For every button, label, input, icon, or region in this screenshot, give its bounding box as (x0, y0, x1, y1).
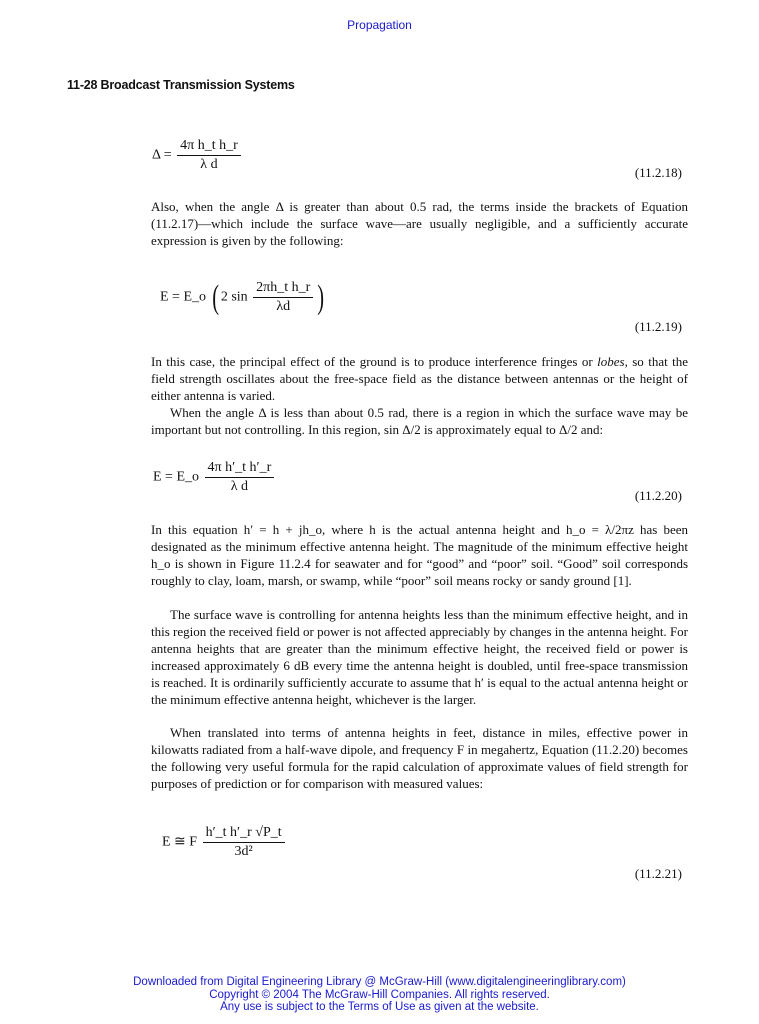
eq18-numerator: 4π h_t h_r (177, 138, 241, 156)
eq20-denominator: λ d (230, 479, 249, 494)
footer-copyright[interactable]: Copyright © 2004 The McGraw-Hill Companies. All rights reserved. (209, 988, 550, 1001)
p2-text-a: In this case, the principal effect of the ground is to produce interference fringes or (151, 354, 598, 369)
eq20-number: (11.2.20) (634, 488, 682, 503)
section-header: 11-28 Broadcast Transmission Systems (67, 78, 295, 92)
eq19-number: (11.2.19) (634, 319, 682, 334)
p2-emphasis-lobes: lobes (597, 354, 625, 369)
eq19-fraction (253, 280, 313, 315)
eq21-fraction (203, 825, 285, 860)
eq18-fraction (177, 138, 241, 173)
eq21-number: (11.2.21) (634, 866, 682, 881)
equation-11-2-18 (152, 138, 243, 173)
eq19-denominator: λd (276, 299, 291, 314)
eq21-numerator: h′_t h′_r √P_t (203, 825, 285, 843)
eq21-denominator: 3d² (234, 844, 253, 859)
eq19-right-paren: ) (317, 278, 325, 316)
eq18-number: (11.2.18) (634, 165, 682, 180)
eq20-lhs: E = E_o (153, 469, 199, 485)
paragraph-6: When translated into terms of antenna heights in feet, distance in miles, effective power in kilowatts radiated from a half-wave dipole, and frequency F in megahertz, Equation (11.2.20) becomes the following very useful formula for the rapid calculation of approximate values of field strength for purposes of prediction or for comparison with measured values: (151, 725, 688, 791)
footer-download-link[interactable]: Downloaded from Digital Engineering Library @ McGraw-Hill (www.digitalengineeringlibrary.com) (133, 976, 626, 988)
top-link-propagation[interactable]: Propagation (347, 18, 412, 32)
eq18-lhs: Δ = (152, 147, 172, 163)
paragraph-2 (151, 353, 688, 404)
eq19-left-paren: ( (211, 278, 219, 316)
eq18-denominator: λ d (200, 157, 218, 172)
footer-terms-link[interactable]: Any use is subject to the Terms of Use as given at the website. (220, 1001, 539, 1013)
eq19-sin: 2 sin (220, 289, 248, 305)
eq19-lhs: E = E_o (160, 289, 206, 305)
paragraph-3: When the angle Δ is less than about 0.5 rad, there is a region in which the surface wave may be important but not controlling. In this region, sin Δ/2 is approximately equal to Δ/2 and: (151, 405, 688, 437)
eq20-numerator: 4π h′_t h′_r (205, 460, 275, 478)
paragraph-1: Also, when the angle Δ is greater than about 0.5 rad, the terms inside the brackets of Equation (11.2.17)—which include the surface wave—are usually negligible, and a sufficiently accurate expression is given by the following: (151, 199, 688, 248)
eq21-lhs: E ≅ F (162, 834, 198, 850)
eq20-fraction (205, 460, 275, 495)
paragraph-4: In this equation h′ = h + jh_o, where h is the actual antenna height and h_o = λ/2πz has been designated as the minimum effective antenna height. The magnitude of the minimum effective height h_o is shown in Figure 11.2.4 for seawater and for “good” and “poor” soil. “Good” soil corresponds roughly to clay, loam, marsh, or swamp, while “poor” soil means rocky or sandy ground [1]. (151, 522, 688, 588)
equation-11-2-21 (162, 825, 287, 860)
eq19-numerator: 2πh_t h_r (253, 280, 313, 298)
p2-text-b: , so that the field strength oscillates about the free-space field as the distance between antennas or the height of either antenna is varied. (151, 354, 688, 403)
equation-11-2-20 (153, 460, 276, 495)
equation-11-2-19 (160, 280, 327, 315)
footer (0, 976, 759, 1014)
paragraph-5: The surface wave is controlling for antenna heights less than the minimum effective height, and in this region the received field or power is not affected appreciably by changes in the antenna height. For antenna heights that are greater than the minimum effective height, the received field or power is increased approximately 6 dB every time the antenna height is doubled, until free-space transmission is reached. It is ordinarily sufficiently accurate to assume that h′ is equal to the actual antenna height or the minimum effective antenna height, whichever is the larger. (151, 607, 688, 707)
